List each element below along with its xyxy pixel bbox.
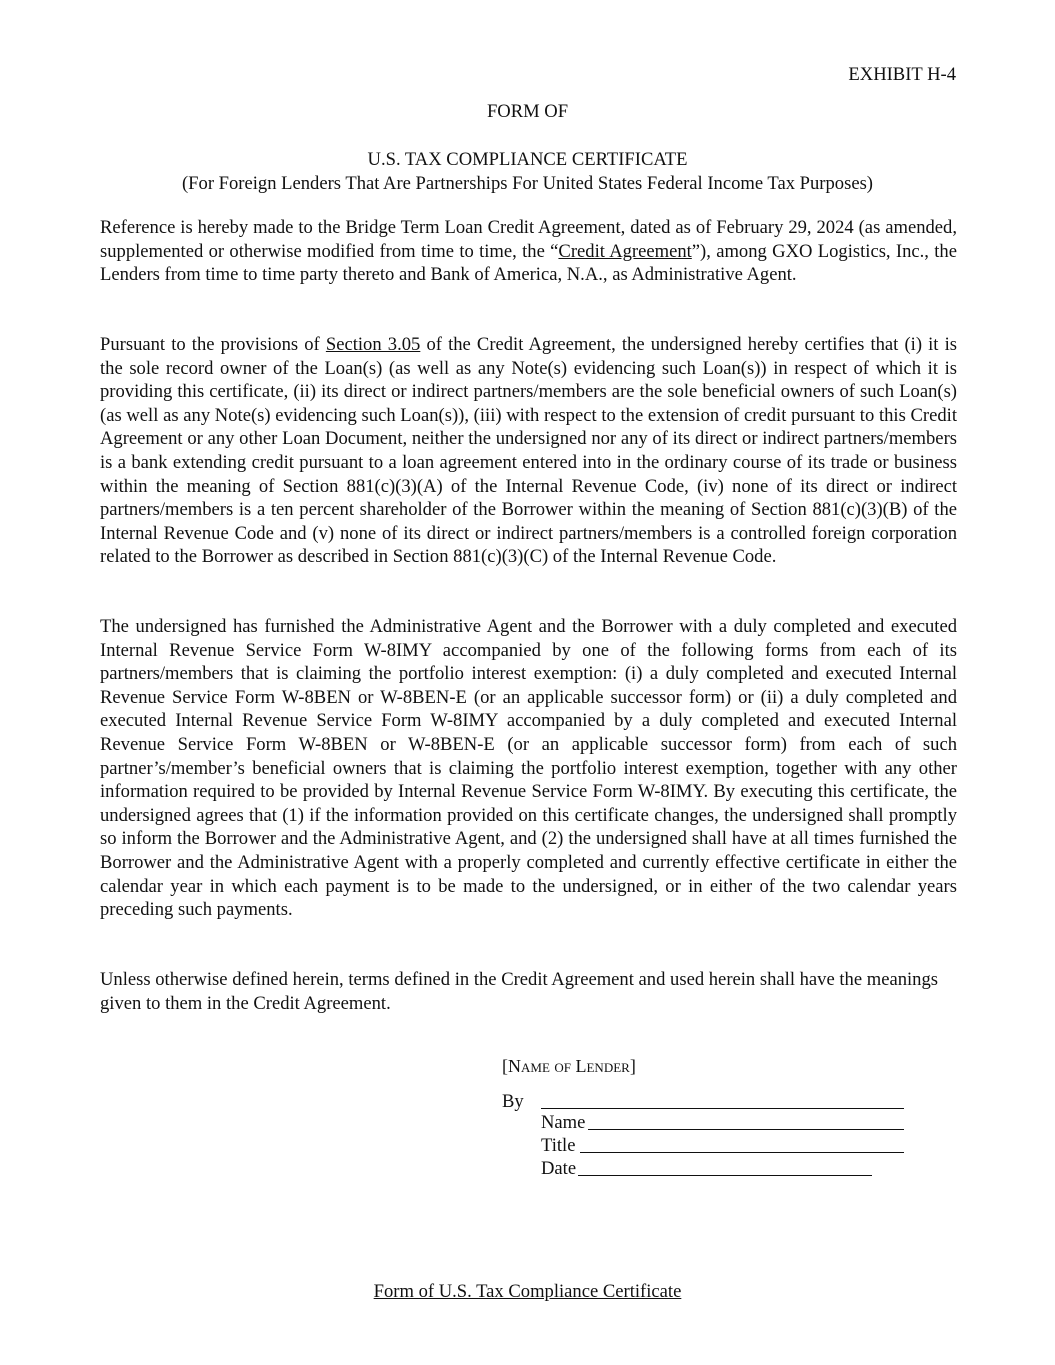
date-line[interactable] [578,1175,872,1176]
reference-text-end: ”), among GXO Logistics, Inc., the Lenders from time to time party thereto and Bank of America, N.A., as Administrative Agent. [100,240,957,286]
certification-paragraph [100,333,957,569]
lender-name-placeholder: [Name of Lender] [502,1056,636,1076]
certificate-title-block [0,148,1055,195]
name-label: Name [541,1112,586,1133]
page-footer [0,1280,1055,1304]
form-of-heading: FORM OF [486,101,569,122]
title-row [541,1134,921,1158]
reference-text-start: Reference is hereby made to the Bridge Term Loan Credit Agreement, dated as of February 29, 2024 (as amended, supplemented or otherwise modified from time to time, the “ [100,217,957,262]
certification-text-start: Pursuant to the provisions of [100,334,326,355]
name-line[interactable] [588,1129,904,1130]
signature-line[interactable] [541,1108,904,1109]
certificate-title: U.S. TAX COMPLIANCE CERTIFICATE [367,149,688,170]
date-label: Date [541,1158,577,1179]
certification-text-end: of the Credit Agreement, the undersigned hereby certifies that (i) it is the sole record owner of the Loan(s) (as well as any Note(s) evidencing such Loan(s)) in respect of which it is providing this certificate, (ii) its direct or indirect partners/members are the sole beneficial owners of such Loan(s) (as well as any Note(s) evidencing such Loan(s)), (iii) with respect to the extension of credit pursuant to this Credit Agreement or any other Loan Document, neither the undersigned nor any of its direct or indirect partners/members is a bank extending credit pursuant to a loan agreement entered into in the ordinary course of its trade or business within the meaning of Section 881(c)(3)(A) of the Internal Revenue Code, (iv) none of its direct or indirect partners/members is a ten percent shareholder of the Borrower within the meaning of Section 881(c)(3)(B) of the Internal Revenue Code and (v) none of its direct or indirect partners/members is a controlled foreign corporation related to the Borrower as described in Section 881(c)(3)(C) of the Internal Revenue Code. [100,334,957,568]
name-row [541,1111,921,1135]
definitions-paragraph: Unless otherwise defined herein, terms defined in the Credit Agreement and used herein shall have the meanings given to them in the Credit Agreement. [100,969,939,1014]
exhibit-label: EXHIBIT H-4 [848,64,956,85]
by-label: By [502,1091,524,1112]
furnished-forms-paragraph: The undersigned has furnished the Administrative Agent and the Borrower with a duly completed and executed Internal Revenue Service Form W-8IMY accompanied by one of the following forms from each of its partners/members that is claiming the portfolio interest exemption: (i) a duly completed and executed Internal Revenue Service Form W-8BEN or W-8BEN-E (or an applicable successor form) or (ii) a duly completed and executed Internal Revenue Service Form W-8IMY accompanied by a duly completed and executed Internal Revenue Service Form W-8BEN or W-8BEN-E (or an applicable successor form) from each of such partner’s/member’s beneficial owners that is claiming the portfolio interest exemption, together with any other information required to be provided by Internal Revenue Service Form W-8IMY. By executing this certificate, the undersigned agrees that (1) if the information provided on this certificate changes, the undersigned shall promptly so inform the Borrower and the Administrative Agent, and (2) the undersigned shall have at all times furnished the Borrower and the Administrative Agent with a properly completed and currently effective certificate in either the calendar year in which each payment is to be made to the undersigned, or in either of the two calendar years preceding such payments. [100,616,957,921]
reference-paragraph [100,216,957,287]
title-line[interactable] [580,1152,904,1153]
date-row [541,1157,921,1181]
section-reference: Section 3.05 [325,334,421,355]
credit-agreement-term: Credit Agreement [558,240,692,262]
signature-block [502,1055,922,1179]
title-label: Title [541,1135,576,1156]
certificate-subtitle: (For Foreign Lenders That Are Partnerships For United States Federal Income Tax Purposes) [181,172,873,194]
footer-text: Form of U.S. Tax Compliance Certificate [373,1281,682,1302]
